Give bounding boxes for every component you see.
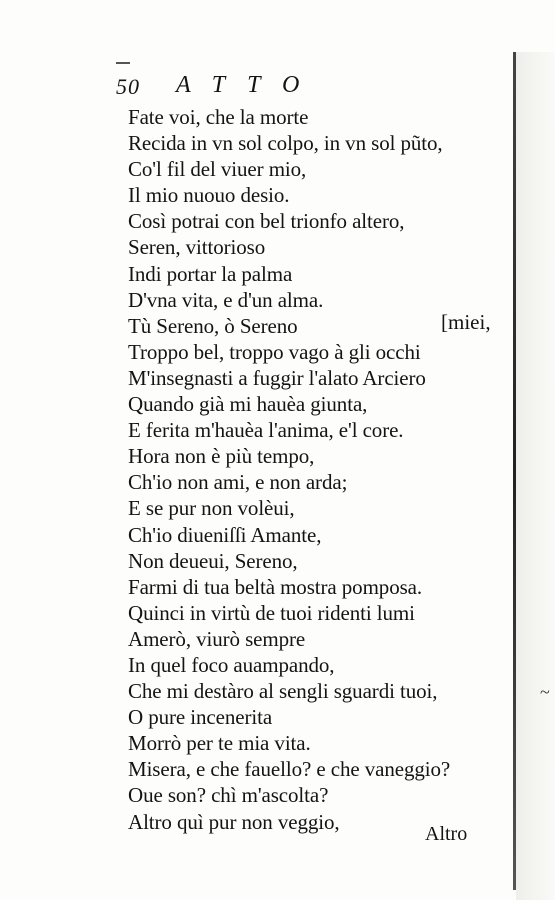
catchword: Altro [425, 823, 468, 845]
verse-line: M'insegnasti a fuggir l'alato Arciero [128, 365, 426, 390]
verse-line: Oue son? chì m'ascolta? [128, 783, 329, 808]
verse-line: E se pur non volèui, [128, 496, 295, 521]
verse-line: Quinci in virtù de tuoi ridenti lumi [128, 600, 415, 625]
verse-line: Non deueui, Sereno, [128, 548, 298, 573]
verse-line: Co'l fil del viuer mio, [128, 157, 307, 182]
verse-line: Il mio nuouo desio. [128, 183, 290, 208]
verse-line: Quando già mi hauèa giunta, [128, 392, 368, 417]
top-mark [116, 62, 130, 64]
verse-line: Troppo bel, troppo vago à gli occhi [128, 339, 421, 364]
verse-line: Ch'io non ami, e non arda; [128, 470, 348, 495]
verse-line: E ferita m'hauèa l'anima, e'l core. [128, 418, 404, 443]
verse-line: Amerò, viurò sempre [128, 626, 306, 651]
verse-line: Tù Sereno, ò Sereno [128, 313, 298, 338]
verse-line: Morrò per te mia vita. [128, 731, 311, 756]
turnover-word: [miei, [441, 310, 491, 334]
verse-line: Hora non è più tempo, [128, 444, 315, 469]
page-number: 50 [116, 74, 140, 99]
verse-line: Farmi di tua beltà mostra pomposa. [128, 574, 423, 599]
verse-line: Seren, vittorioso [128, 235, 266, 260]
verse-line: Misera, e che fauello? e che vaneggio? [128, 757, 451, 782]
edge-mark: ~ [540, 682, 550, 702]
verse-line: Fate voi, che la morte [128, 105, 309, 129]
verse-line: Altro quì pur non veggio, [128, 809, 340, 834]
gutter-rule [513, 52, 516, 890]
gutter-shadow [516, 52, 555, 900]
verse-line: Indi portar la palma [128, 261, 293, 286]
verse-line: Recida in vn sol colpo, in vn sol pũto, [128, 131, 443, 156]
running-head: ATTO [176, 72, 322, 98]
verse-line: D'vna vita, e d'un alma. [128, 287, 324, 312]
verse-block [128, 104, 513, 835]
verse-line: Così potrai con bel trionfo altero, [128, 209, 405, 234]
verse-line: O pure incenerita [128, 705, 273, 730]
verse-line: Ch'io diueniſſi Amante, [128, 522, 322, 547]
verse-line: Che mi destàro al sengli sguardi tuoi, [128, 679, 438, 704]
verse-line: In quel foco auampando, [128, 652, 335, 677]
